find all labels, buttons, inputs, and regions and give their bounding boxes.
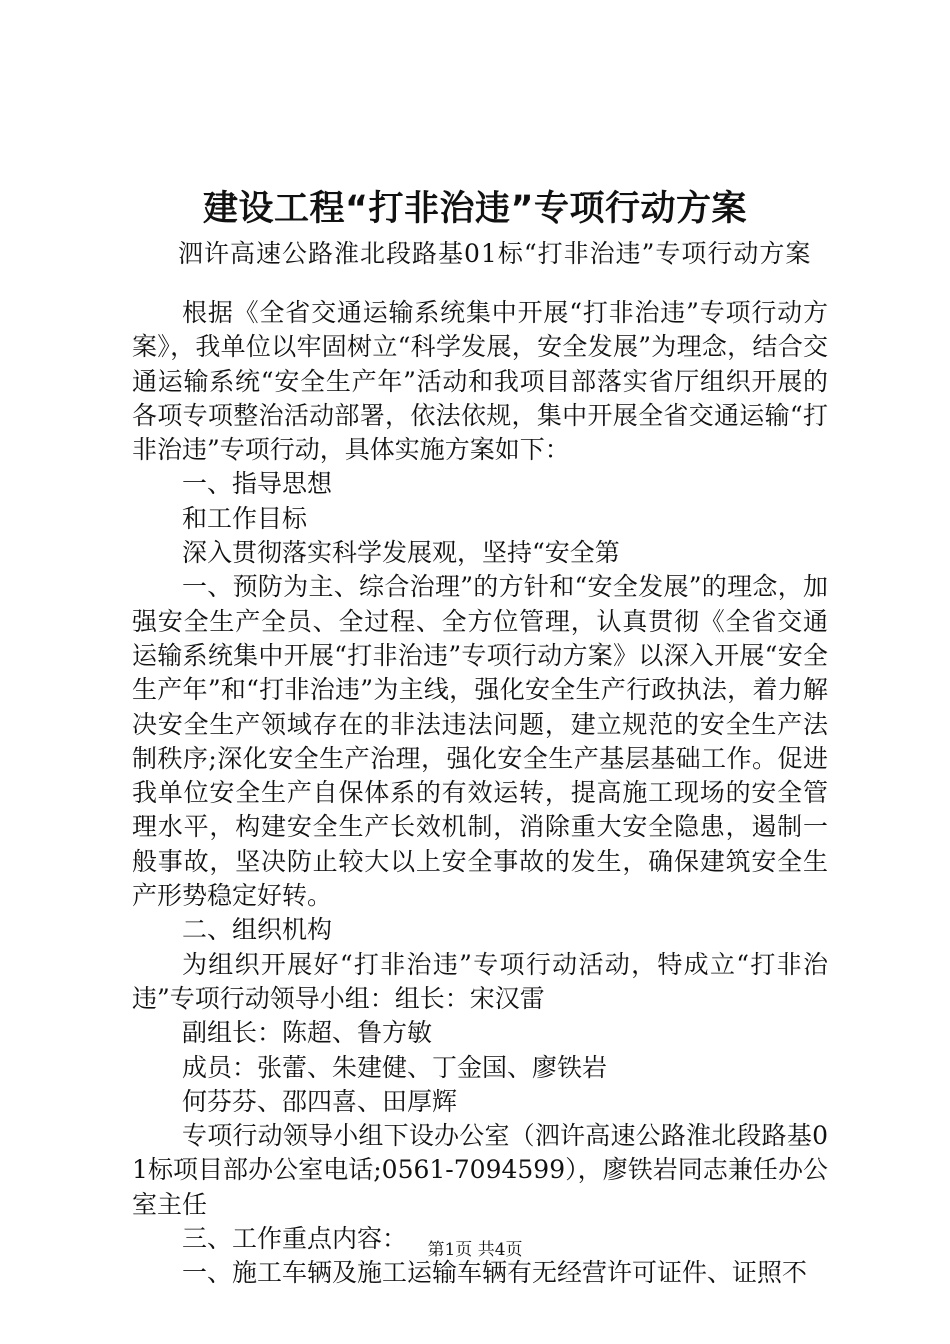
- paragraph-work-goals: 和工作目标: [182, 503, 308, 533]
- paragraph-vehicles: 一、施工车辆及施工运输车辆有无经营许可证件、证照不: [182, 1258, 808, 1288]
- paragraph-members-continued: 何芬芬、邵四喜、田厚辉: [182, 1086, 458, 1116]
- paragraph-leading-group: 为组织开展好“打非治违”专项行动活动，特成立“打非治违”专项行动领导小组：组长：宋汉雷: [132, 949, 828, 1013]
- heading-organization: 二、组织机构: [182, 915, 333, 945]
- page-footer: 第1页 共4页: [427, 1240, 523, 1260]
- paragraph-intro: 根据《全省交通运输系统集中开展“打非治违”专项行动方案》，我单位以牢固树立“科学发展，安全发展”为理念，结合交通运输系统“安全生产年”活动和我项目部落实省厅组织开展的各项专项整治活动部署，依法依规，集中开展全省交通运输“打非治违”专项行动，具体实施方案如下：: [132, 298, 828, 465]
- heading-guiding-ideology: 一、指导思想: [182, 469, 333, 499]
- document-subtitle: 泗许高速公路淮北段路基01标“打非治违”专项行动方案: [178, 239, 812, 268]
- paragraph-deputy-leaders: 副组长：陈超、鲁方敏: [182, 1018, 433, 1048]
- paragraph-policy: 一、预防为主、综合治理”的方针和“安全发展”的理念，加强安全生产全员、全过程、全方位管理，认真贯彻《全省交通运输系统集中开展“打非治违”专项行动方案》以深入开展“安全生产年”和“打非治违”为主线，强化安全生产行政执法，着力解决安全生产领域存在的非法违法问题，建立规范的安全生产法制秩序;深化安全生产治理，强化安全生产基层基础工作。促进我单位安全生产自保体系的有效运转，提高施工现场的安全管理水平，构建安全生产长效机制，消除重大安全隐患，遏制一般事故，坚决防止较大以上安全事故的发生，确保建筑安全生产形势稳定好转。: [132, 572, 828, 911]
- document-body: [132, 296, 828, 1291]
- paragraph-implement: 深入贯彻落实科学发展观，坚持“安全第: [182, 538, 620, 568]
- heading-key-work: 三、工作重点内容：: [182, 1224, 408, 1254]
- document-title: 建设工程“打非治违”专项行动方案: [202, 189, 747, 229]
- paragraph-members: 成员：张蕾、朱建健、丁金国、廖铁岩: [182, 1052, 608, 1082]
- paragraph-office: 专项行动领导小组下设办公室（泗许高速公路淮北段路基01标项目部办公室电话;0561-7094599），廖铁岩同志兼任办公室主任: [132, 1121, 828, 1219]
